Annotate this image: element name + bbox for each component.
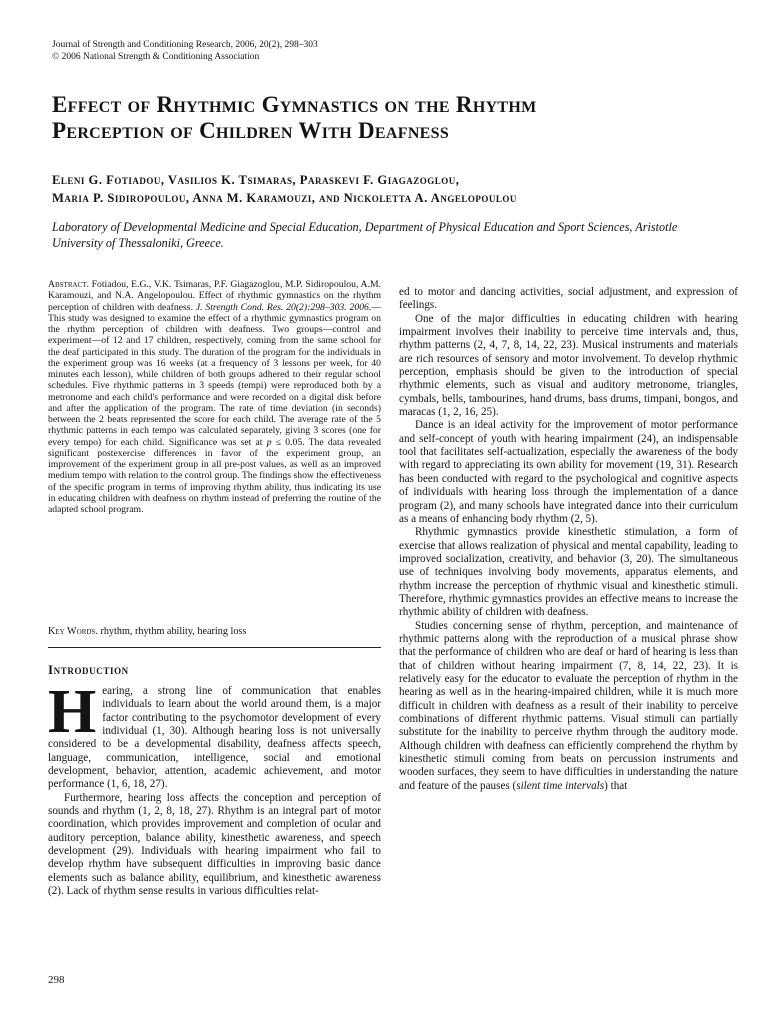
article-title-line-2: Perception of Children With Deafness: [52, 118, 450, 143]
abstract-label: Abstract.: [48, 279, 89, 290]
author-list: [52, 172, 732, 207]
keywords: [48, 626, 381, 638]
right-p5-text-b: ) that: [604, 779, 628, 792]
journal-citation: Journal of Strength and Conditioning Research, 2006, 20(2), 298–303: [52, 40, 318, 50]
abstract-text-c: ≤ 0.05. The data revealed significant postexercise differences in favor of the experiment group, an improvement of the experiment group in all pre-post values, as well as an improved medium tempo with relation to the control group. The findings show the effectiveness of the specific program in terms of improving rhythm ability, thus indicating its use in educating children with deafness on rhythm instead of preferring the routine of the adapted school program.: [48, 436, 381, 515]
right-paragraph-3: Dance is an ideal activity for the improvement of motor performance and self-concept of youth with hearing impairment (24), an indispensable tool that facilitates self-actualization, especially the awareness of the body with regard to appreciating its own ability for movement (19, 31). Research has been conducted with regard to the psychological and cognitive aspects of individuals with hearing loss through the implementation of a dance program (2), and many schools have integrated dance into their curriculum as a means of enhancing body rhythm (2, 5).: [399, 419, 738, 525]
affiliation: Laboratory of Developmental Medicine and Special Education, Department of Physical Education and Sport Sciences, Aristotle University of Thessaloniki, Greece.: [52, 220, 678, 250]
journal-header: [52, 39, 512, 63]
introduction-paragraph-1: [48, 678, 381, 792]
section-divider: [48, 647, 381, 648]
introduction-paragraph-2: Furthermore, hearing loss affects the conception and perception of sounds and rhythm (1, 2, 8, 18, 27). Rhythm is an integral part of motor coordination, which provides improvement and completion of ocular and auditory perception, balance ability, kinesthetic awareness, and speech development (29). Individuals with hearing impairment who fail to develop rhythm have subsequent difficulties in improving basic dance elements such as balance ability, equilibrium, and kinesthetic awareness (2). Lack of rhythm sense results in various difficulties relat-: [48, 791, 381, 898]
right-paragraph-2: One of the major difficulties in educating children with hearing impairment involves their inability to perceive time intervals and, thus, rhythm patterns (2, 4, 7, 8, 14, 22, 23). Musical instruments and materials are rich resources of sensory and motor involvement. To develop rhythmic perception, emphasis should be given to the introduction of special rhythmic elements, such as visual and auditory metronome, triangles, cymbals, bells, tambourines, hand drums, bass drums, timpani, bongos, and maracas (1, 2, 16, 25).: [399, 312, 738, 419]
right-p5-text-a: Studies concerning sense of rhythm, perception, and maintenance of rhythmic patterns along with the reproduction of a musical phrase show that the performance of children who are deaf or hard of hearing is less than that of children without hearing impairment (7, 8, 14, 22, 23). It is relatively easy for the educator to evaluate the perception of rhythm in the hearing as well as in the hearing-impaired children, while it is much more difficult in children with deafness as a result of their inability to perceive combinations of different rhythmic patterns. Visual stimuli can partially substitute for the inability to perceive rhythm through the auditory mode. Although children with deafness can efficiently comprehend the rhythm by kinesthetic stimuli coming from beats on percussion instruments and wooden surfaces, they seem to have difficulties in understanding the nature and feature of the pauses (: [399, 619, 738, 792]
right-p5-emphasis: silent time intervals: [516, 779, 605, 792]
journal-copyright: © 2006 National Strength & Conditioning Association: [52, 52, 260, 62]
article-title-line-1: Effect of Rhythmic Gymnastics on the Rhythm: [52, 92, 537, 117]
author-line-2: Maria P. Sidiropoulou, Anna M. Karamouzi, and Nickoletta A. Angelopoulou: [52, 190, 517, 205]
introduction-body: [48, 678, 381, 899]
right-column: [399, 286, 738, 793]
right-paragraph-1: ed to motor and dancing activities, social adjustment, and expression of feelings.: [399, 286, 738, 312]
keywords-label: Key Words.: [48, 626, 98, 637]
abstract-journal-ref: J. Strength Cond. Res. 20(2):298–303. 2006.: [195, 301, 372, 313]
article-title: [52, 92, 732, 144]
introduction-p1-text: earing, a strong line of communication that enables individuals to learn about the world around them, is a major factor contributing to the psychomotor development of every individual (1, 30). Although hearing loss is not universally considered to be a developmental disability, deafness affects speech, language, communication, intelligence, social and emotional development, behavior, attention, academic achievement, and motor performance (1, 6, 18, 27).: [48, 685, 381, 791]
keywords-text: rhythm, rhythm ability, hearing loss: [97, 626, 247, 637]
drop-cap: H: [48, 678, 97, 746]
page-number: 298: [48, 974, 65, 986]
abstract-p-symbol: p: [266, 436, 272, 448]
author-line-1: Eleni G. Fotiadou, Vasilios K. Tsimaras, Paraskevi F. Giagazoglou,: [52, 173, 460, 187]
introduction-heading: Introduction: [48, 662, 129, 677]
abstract: [48, 279, 381, 515]
abstract-text-b: —This study was designed to examine the effect of a rhythmic gymnastics program on the rhythm perception of children with deafness. Two groups—control and experiment—of 12 and 17 children, respectively, coming from the same school for the deaf participated in this study. The duration of the program for the individuals in the experiment group was 16 weeks (at a frequency of 3 lessons per week, for 40 minutes each lesson), while children of both groups adhered to their regular school schedules. Five rhythmic patterns in 3 speeds (tempi) were reproduced both by a metronome and each child's performance and were recorded on a digital disk before and after the application of the program. The rate of time deviation (in seconds) between the 2 beats represented the score for each child. The average rate of the 5 rhythmic patterns in each tempo was calculated separately, giving 3 scores (one for every tempo) for each child. Significance was set at: [48, 301, 381, 448]
abstract-text-a: Fotiadou, E.G., V.K. Tsimaras, P.F. Giagazoglou, M.P. Sidiropoulou, A.M. Karamouzi, and N.A. Angelopoulou. Effect of rhythmic gymnastics on the rhythm perception of children with deafness.: [48, 279, 381, 313]
right-paragraph-5: [399, 620, 738, 793]
right-paragraph-4: Rhythmic gymnastics provide kinesthetic stimulation, a form of exercise that allows realization of physical and mental capability, leading to improved socialization, creativity, and behavior (3, 20). The simultaneous use of techniques involving body movements, apparatus elements, and rhythm increase the perception of rhythmic visual and kinesthetic stimuli. Therefore, rhythmic gymnastics provides an effective means to increase the rhythmic ability of children with deafness.: [399, 526, 738, 619]
